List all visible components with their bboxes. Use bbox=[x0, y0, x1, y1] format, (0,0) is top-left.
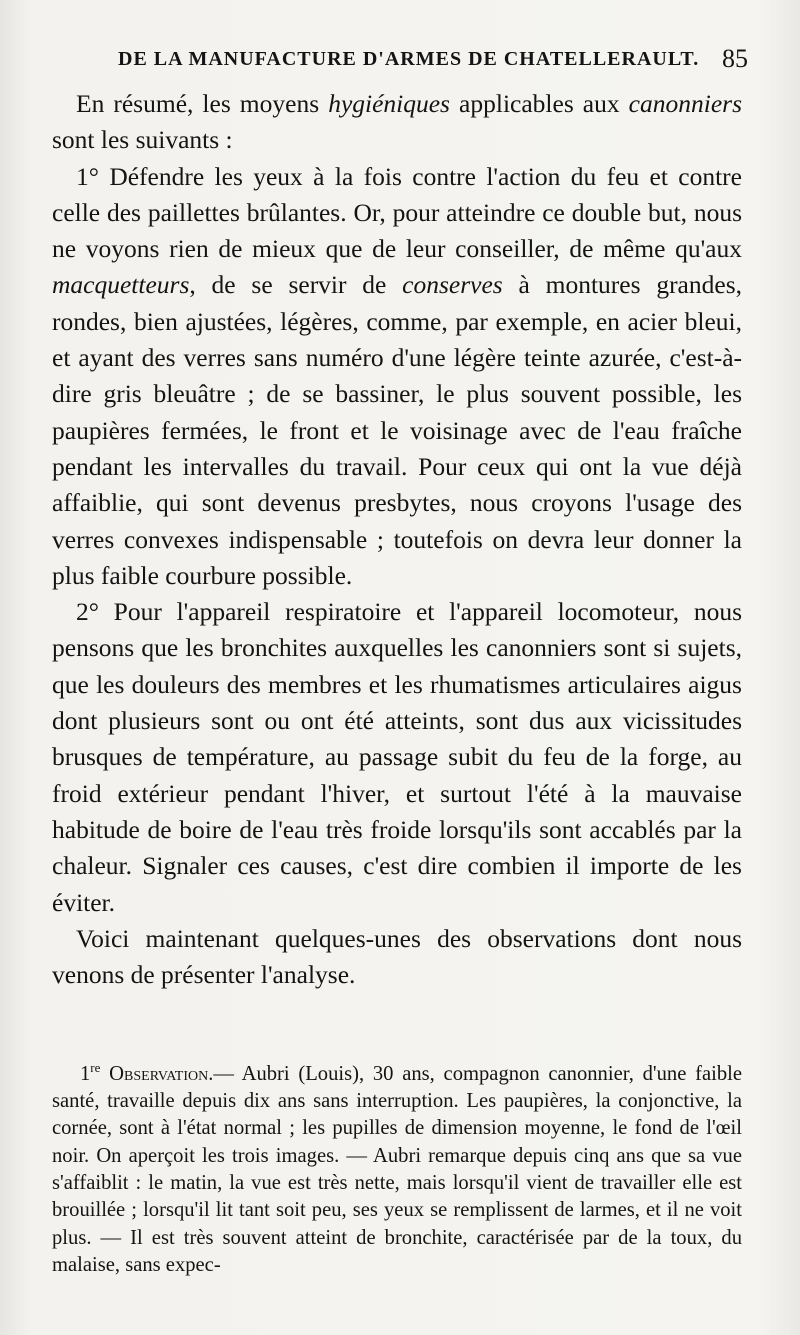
text-run: à montures grandes, rondes, bien ajustées, légères, comme, par exemple, en acier bleui, et ayant des verres sans numéro d'une légère teinte azurée, c'est-à-dire gris bleuâtre ; de se bassiner, le plus souvent possible, les paupières fermées, le front et le voisinage avec de l'eau fraîche pendant les intervalles du travail. Pour ceux qui ont la vue déjà affaiblie, qui sont devenus presbytes, nous croyons l'usage des verres convexes indispensable ; toutefois on devra leur donner la plus faible courbure possible. bbox=[52, 270, 742, 590]
text-run: 2° Pour l'appareil respiratoire et l'appareil locomoteur, nous pensons que les bronchites auxquelles les canonniers sont si sujets, que les douleurs des membres et les rhumatismes articulaires aigus dont plusieurs sont ou ont été atteints, sont dus aux vicissitudes brusques de température, au passage subit du feu de la forge, au froid extérieur pendant l'hiver, et surtout l'été à la mauvaise habitude de boire de l'eau très froide lorsqu'ils sont accablés par la chaleur. Signaler ces causes, c'est dire combien il importe de les éviter. bbox=[52, 597, 742, 917]
observation-heading: Observation. bbox=[100, 1062, 214, 1085]
italic-term: conserves bbox=[402, 270, 503, 300]
text-run: Voici maintenant quelques-unes des observations dont nous venons de présenter l'analyse. bbox=[52, 923, 742, 990]
page-header bbox=[118, 46, 748, 76]
observation-paragraph bbox=[52, 1054, 742, 1279]
page-number: 85 bbox=[722, 44, 748, 73]
paragraph-point-2 bbox=[52, 594, 742, 921]
observation-number: 1 bbox=[80, 1062, 91, 1085]
paragraph-point-1 bbox=[52, 159, 742, 595]
text-run: En résumé, les moyens bbox=[76, 89, 329, 118]
observation-number-suffix: re bbox=[90, 1060, 101, 1075]
text-run: , de se servir de bbox=[189, 270, 403, 300]
observation-block bbox=[52, 1054, 742, 1279]
italic-term: hygiéniques bbox=[328, 89, 450, 118]
main-text bbox=[52, 86, 742, 993]
paragraph-voici bbox=[52, 921, 742, 994]
text-run: sont les suivants : bbox=[52, 125, 233, 155]
observation-text: — Aubri (Louis), 30 ans, compagnon canonnier, d'une faible santé, travaille depuis dix ans sans interruption. Les paupières, la conjonctive, la cornée, sont à l'état normal ; les pupilles de dimension moyenne, le fond de l'œil noir. On aperçoit les trois images. — Aubri remarque depuis cinq ans que sa vue s'affaiblit : le matin, la vue est très nette, mais lorsqu'il vient de travailler elle est brouillée ; lorsqu'il lit tant soit peu, ses yeux se remplissent de larmes, et il ne voit plus. — Il est très souvent atteint de bronchite, caractérisée par de la toux, du malaise, sans expec- bbox=[52, 1062, 742, 1276]
text-run: applicables aux bbox=[450, 89, 629, 118]
running-title: DE LA MANUFACTURE D'ARMES DE CHATELLERAULT. bbox=[118, 48, 700, 70]
italic-term: canonniers bbox=[628, 89, 742, 118]
italic-term: macquetteurs bbox=[52, 270, 190, 300]
text-run: 1° Défendre les yeux à la fois contre l'action du feu et contre celle des paillettes brûlantes. Or, pour atteindre ce double but, nous ne voyons rien de mieux que de leur conseiller, de même qu'aux bbox=[52, 161, 742, 264]
paragraph-resume bbox=[52, 86, 742, 159]
